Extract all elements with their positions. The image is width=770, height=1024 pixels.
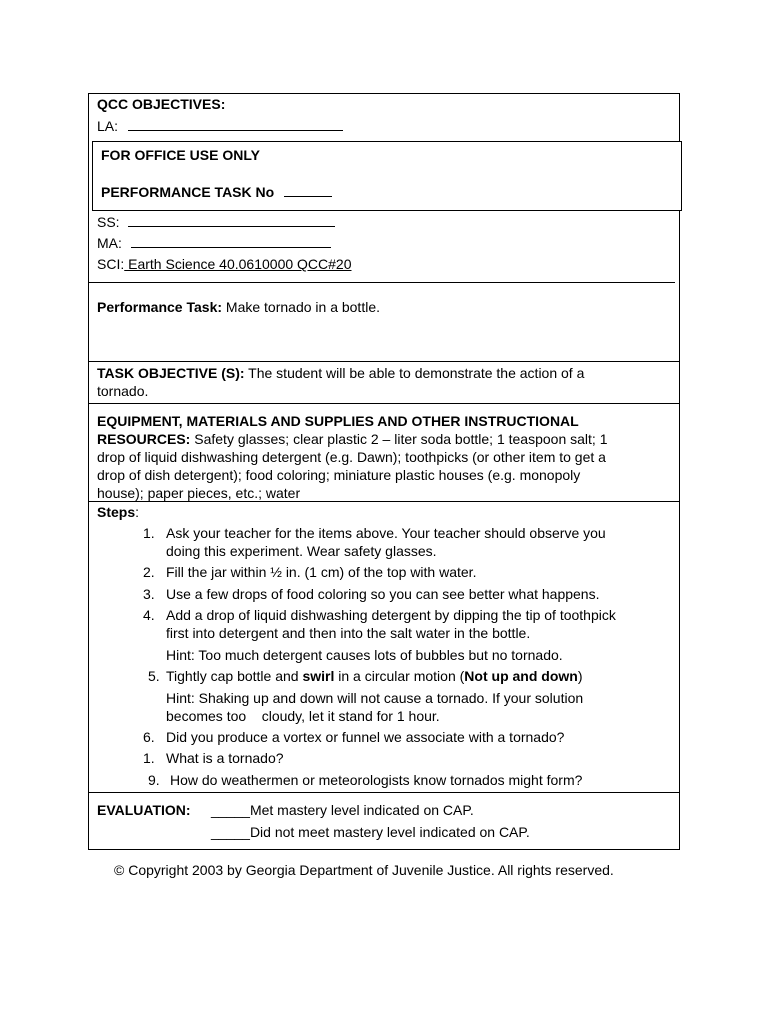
step-4-line2: first into detergent and then into the salt water in the bottle. — [166, 625, 531, 641]
ss-blank — [128, 213, 335, 227]
step-4-hint: Hint: Too much detergent causes lots of bubbles but no tornado. — [166, 647, 563, 663]
step-5-part-a: Tightly cap bottle and — [166, 668, 303, 684]
evaluation-option-1-text: Met mastery level indicated on CAP. — [249, 802, 474, 818]
divider-after-sci — [88, 282, 675, 283]
frame-left — [88, 93, 89, 850]
step-7-text: What is a tornado? — [166, 750, 284, 766]
frame-right-bottom — [679, 210, 680, 850]
step-5-part-c: in a circular motion ( — [334, 668, 465, 684]
equipment-line3: drop of liquid dishwashing detergent (e.g. Dawn); toothpicks (or other item to get a — [97, 449, 606, 465]
ss-label: SS: — [97, 214, 120, 230]
performance-task-no — [101, 183, 332, 201]
task-objective-line1 — [97, 365, 584, 382]
task-objective-line2: tornado. — [97, 383, 149, 399]
step-9-text: How do weathermen or meteorologists know tornados might form? — [170, 772, 583, 788]
evaluation-blank-1: _____ — [211, 802, 250, 818]
ma-line — [97, 234, 331, 252]
steps-label: Steps — [97, 504, 136, 520]
equipment-label-line2: RESOURCES: — [97, 431, 191, 447]
steps-colon: : — [135, 504, 140, 520]
frame-top — [88, 93, 680, 94]
step-5-hint2: becomes too cloudy, let it stand for 1 hour. — [166, 708, 440, 724]
ma-label: MA: — [97, 235, 122, 251]
step-5-text — [166, 668, 583, 685]
la-blank — [128, 117, 343, 131]
step-2-number: 2. — [143, 564, 155, 580]
divider-after-task — [88, 361, 680, 362]
step-6-number: 6. — [143, 729, 155, 745]
sci-line — [97, 256, 352, 273]
performance-task-no-blank — [284, 183, 332, 197]
step-1-line1: Ask your teacher for the items above. Your teacher should observe you — [166, 525, 606, 541]
frame-bottom — [88, 849, 680, 850]
equipment-text2: Safety glasses; clear plastic 2 – liter soda bottle; 1 teaspoon salt; 1 — [190, 431, 608, 447]
qcc-heading: QCC OBJECTIVES: — [97, 96, 226, 112]
task-objective-text1: The student will be able to demonstrate the action of a — [244, 365, 585, 381]
performance-task-text: Make tornado in a bottle. — [222, 299, 381, 315]
step-1-number: 1. — [143, 525, 155, 541]
step-5-part-e: ) — [577, 668, 583, 684]
step-1-line2: doing this experiment. Wear safety glasses. — [166, 543, 437, 559]
step-3-number: 3. — [143, 586, 155, 602]
la-label: LA: — [97, 118, 119, 134]
step-6-text: Did you produce a vortex or funnel we associate with a tornado? — [166, 729, 565, 745]
equipment-line5: house); paper pieces, etc.; water — [97, 485, 301, 501]
step-5-not-up-down: Not up and down — [464, 668, 578, 684]
step-7-number: 1. — [143, 750, 155, 766]
la-line — [97, 117, 343, 135]
equipment-label-line1: EQUIPMENT, MATERIALS AND SUPPLIES AND OTHER INSTRUCTIONAL — [97, 413, 579, 429]
step-5-swirl: swirl — [302, 668, 335, 684]
sci-value: Earth Science 40.0610000 QCC#20 — [124, 256, 352, 272]
evaluation-blank-2: _____ — [211, 824, 250, 840]
evaluation-option-2 — [211, 824, 530, 841]
frame-right-top — [679, 93, 680, 141]
evaluation-option-2-text: Did not meet mastery level indicated on CAP. — [249, 824, 530, 840]
copyright-notice: © Copyright 2003 by Georgia Department of Juvenile Justice. All rights reserved. — [114, 862, 614, 878]
equipment-line4: drop of dish detergent); food coloring; miniature plastic houses (e.g. monopoly — [97, 467, 581, 483]
task-objective-label: TASK OBJECTIVE (S): — [97, 365, 245, 381]
divider-after-objective — [88, 403, 680, 404]
step-3-text: Use a few drops of food coloring so you can see better what happens. — [166, 586, 600, 602]
performance-task-label: Performance Task: — [97, 299, 223, 315]
sci-label: SCI: — [97, 256, 125, 272]
performance-task-no-label: PERFORMANCE TASK No — [101, 184, 275, 200]
ss-line — [97, 213, 335, 231]
ma-blank — [131, 234, 331, 248]
step-5-number: 5. — [148, 668, 160, 684]
step-5-hint1: Hint: Shaking up and down will not cause a tornado. If your solution — [166, 690, 584, 706]
equipment-line2 — [97, 431, 607, 448]
step-4-line1: Add a drop of liquid dishwashing detergent by dipping the tip of toothpick — [166, 607, 616, 623]
divider-after-steps — [88, 792, 680, 793]
steps-heading — [97, 504, 139, 521]
performance-task-line — [97, 299, 380, 316]
step-9-number: 9. — [148, 772, 160, 788]
evaluation-label: EVALUATION: — [97, 802, 191, 818]
evaluation-option-1 — [211, 802, 474, 819]
step-4-number: 4. — [143, 607, 155, 623]
office-heading: FOR OFFICE USE ONLY — [101, 147, 260, 163]
step-2-text: Fill the jar within ½ in. (1 cm) of the top with water. — [166, 564, 477, 580]
